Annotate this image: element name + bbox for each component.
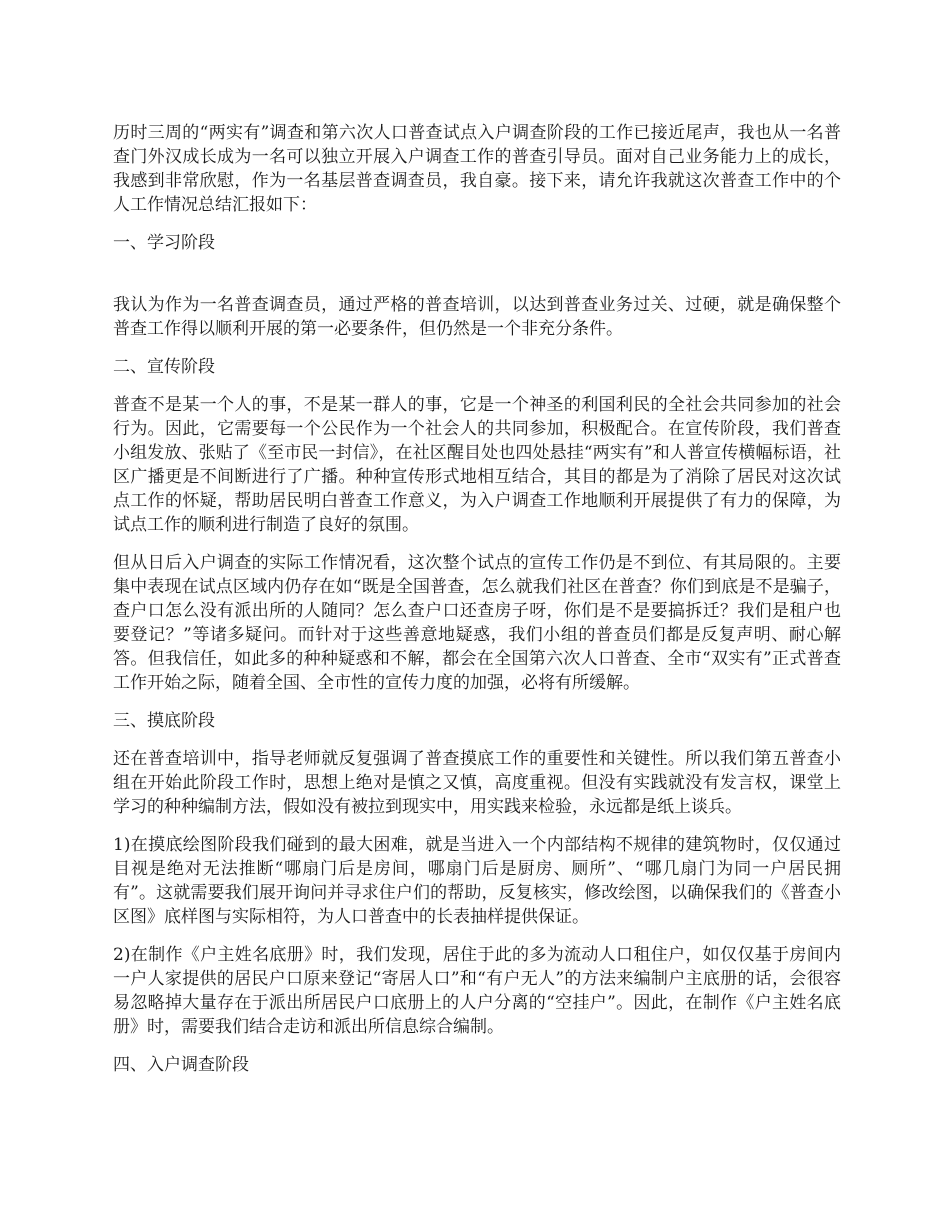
survey-paragraph-2: 1)在摸底绘图阶段我们碰到的最大困难，就是当进入一个内部结构不规律的建筑物时，仅仅通过目视是绝对无法推断“哪扇门后是房间，哪扇门后是厨房、厕所”、“哪几扇门为同一户居民拥有”。这就需要我们展开询问并寻求住户们的帮助，反复核实，修改绘图，以确保我们的《普查小区图》底样图与实际相符，为人口普查中的长表抽样提供保证。 (113, 835, 841, 927)
section-heading-publicity: 二、宣传阶段 (113, 357, 215, 377)
section-heading-household: 四、入户调查阶段 (113, 1055, 249, 1075)
intro-paragraph: 历时三周的“两实有”调查和第六次人口普查试点入户调查阶段的工作已接近尾声，我也从一名普查门外汉成长成为一名可以独立开展入户调查工作的普查引导员。面对自己业务能力上的成长，我感到非常欣慰，作为一名基层普查调查员，我自豪。接下来，请允许我就这次普查工作中的个人工作情况总结汇报如下： (113, 123, 841, 215)
study-paragraph: 我认为作为一名普查调查员，通过严格的普查培训，以达到普查业务过关、过硬，就是确保整个普查工作得以顺利开展的第一必要条件，但仍然是一个非充分条件。 (113, 295, 841, 339)
section-heading-study: 一、学习阶段 (113, 233, 215, 253)
publicity-paragraph-1: 普查不是某一个人的事，不是某一群人的事，它是一个神圣的利国利民的全社会共同参加的社会行为。因此，它需要每一个公民作为一个社会人的共同参加，积极配合。在宣传阶段，我们普查小组发放、张贴了《至市民一封信》，在社区醒目处也四处悬挂“两实有”和人普宣传横幅标语，社区广播更是不间断进行了广播。种种宣传形式地相互结合，其目的都是为了消除了居民对这次试点工作的怀疑，帮助居民明白普查工作意义，为入户调查工作地顺利开展提供了有力的保障，为试点工作的顺利进行制造了良好的氛围。 (113, 395, 841, 535)
survey-paragraph-1: 还在普查培训中，指导老师就反复强调了普查摸底工作的重要性和关键性。所以我们第五普查小组在开始此阶段工作时，思想上绝对是慎之又慎，高度重视。但没有实践就没有发言权，课堂上学习的种种编制方法，假如没有被拉到现实中，用实践来检验，永远都是纸上谈兵。 (113, 749, 841, 817)
blank-gap (113, 269, 841, 293)
section-heading-survey: 三、摸底阶段 (113, 711, 215, 731)
document-body (113, 121, 841, 1091)
survey-paragraph-3: 2)在制作《户主姓名底册》时，我们发现，居住于此的多为流动人口租住户，如仅仅基于房间内一户人家提供的居民户口原来登记“寄居人口”和“有户无人”的方法来编制户主底册的话，会很容易忽略掉大量存在于派出所居民户口底册上的人户分离的“空挂户”。因此，在制作《户主姓名底册》时，需要我们结合走访和派出所信息综合编制。 (113, 945, 841, 1037)
publicity-paragraph-2: 但从日后入户调查的实际工作情况看，这次整个试点的宣传工作仍是不到位、有其局限的。主要集中表现在试点区域内仍存在如“既是全国普查，怎么就我们社区在普查？你们到底是不是骗子，查户口怎么没有派出所的人随同？怎么查户口还查房子呀，你们是不是要搞拆迁？我们是租户也要登记？”等诸多疑问。而针对于这些善意地疑惑，我们小组的普查员们都是反复声明、耐心解答。但我信任，如此多的种种疑惑和不解，都会在全国第六次人口普查、全市“双实有”正式普查工作开始之际，随着全国、全市性的宣传力度的加强，必将有所缓解。 (113, 553, 841, 693)
